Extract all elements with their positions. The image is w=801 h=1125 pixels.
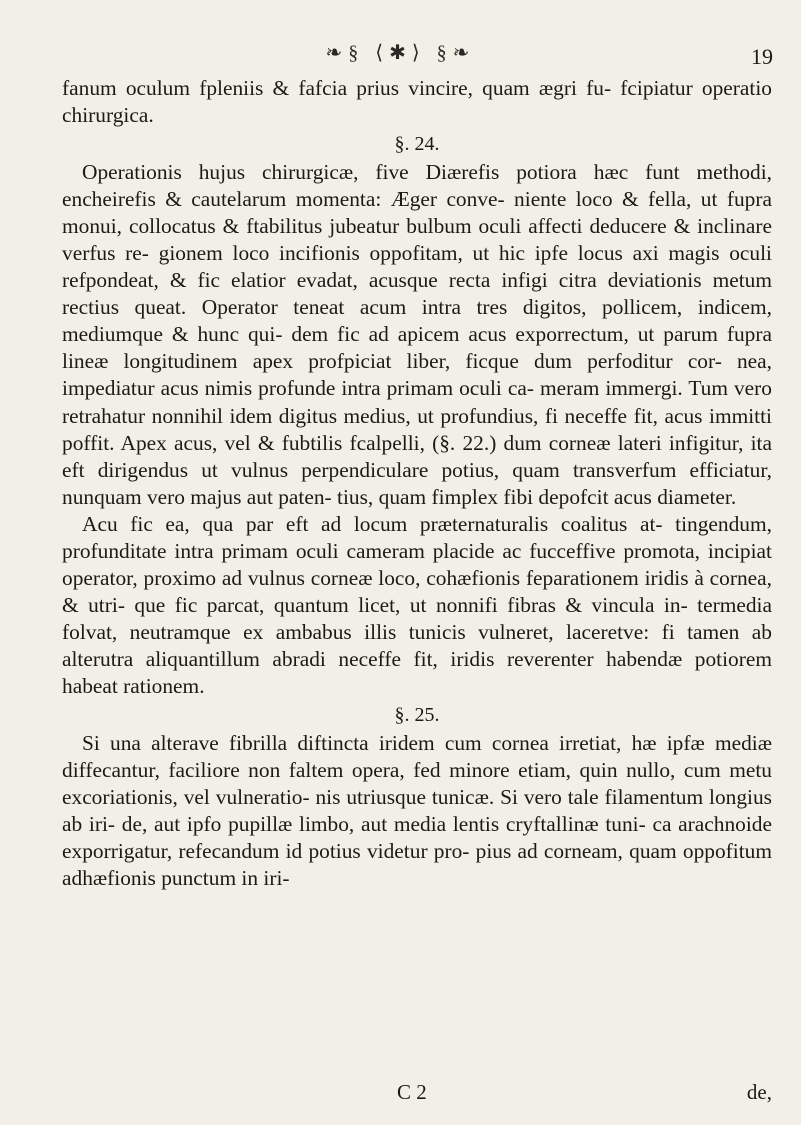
paragraph-separation: Acu fic ea, qua par eft ad locum præternaturalis coalitus at- tingendum, profunditate intra primam oculi cameram placide ac fucceffive promota, incipiat operator, proximo ad vulnus corneæ loco, cohæfionis feparationem iridis à cornea, & utri- que fic parcat, quantum licet, ut nonnifi fibras & vincula in- termedia folvat, neutramque ex ambabus illis tunicis vulneret, laceretve: fi tamen ab alterutra aliquantillum abradi neceffe fit, iridis reverenter habendæ potiorem habeat rationem. — [62, 511, 772, 698]
section-heading-24: §. 24. — [394, 133, 440, 156]
page-footer — [62, 1080, 772, 1108]
page-header — [0, 40, 801, 70]
paragraph-operation: Operationis hujus chirurgicæ, five Diærefis potiora hæc funt methodi, encheirefis & cautelarum momenta: Æger conve- niente loco & fella, ut fupra monui, collocatus & ftabilitus jubeatur bulbum oculi affecti deducere & inclinare verfus re- gionem loco incifionis oppofitam, ut hic ipfe locus axi magis oculi refpondeat, & fic elatior evadat, acusque recta infigi citra deviationis metum rectius queat. Operator teneat acum intra tres digitos, pollicem, indicem, mediumque & hunc qui- dem fic ad apicem acus exporrectum, ut parum fupra lineæ longitudinem apex profpiciat liber, ficque dum perfoditur cor- nea, impediatur acus nimis profunde intra primam oculi ca- meram immergi. Tum vero retrahatur nonnihil idem digitus medius, ut profundius, fi neceffe fit, acus immitti poffit. Apex acus, vel & fubtilis fcalpelli, (§. 22.) dum corneæ lateri infigitur, ita eft dirigendus ut vulnus perpendiculare potius, quam transverfum efficiatur, nunquam vero majus aut paten- tius, quam fimplex fibi depofcit acus diameter. — [62, 160, 772, 509]
page-body — [62, 75, 772, 892]
paragraph-fibrilla: Si una alterave fibrilla diftincta iridem cum cornea irretiat, hæ ipfæ mediæ diffecantur, faciliore non faltem opera, fed minore etiam, quin nullo, cum metu excoriationis, vel vulneratio- nis utriusque tunicæ. Si vero tale filamentum longius ab iri- de, aut ipfo pupillæ limbo, aut media lentis cryftallinæ tuni- ca arachnoide exporrigatur, refecandum id potius videtur pro- pius ad corneam, quam oppofitum adhæfionis punctum in iri- — [62, 731, 772, 891]
catchword: de, — [746, 1080, 772, 1104]
signature-mark: C 2 — [397, 1080, 427, 1104]
page-number: 19 — [751, 44, 773, 69]
paragraph-continuation: fanum oculum fpleniis & fafcia prius vincire, quam ægri fu- fcipiatur operatio chirurgica. — [62, 76, 772, 128]
section-heading-25: §. 25. — [394, 704, 440, 727]
header-ornament: ❧§ ⟨✱⟩ §❧ — [325, 42, 476, 64]
